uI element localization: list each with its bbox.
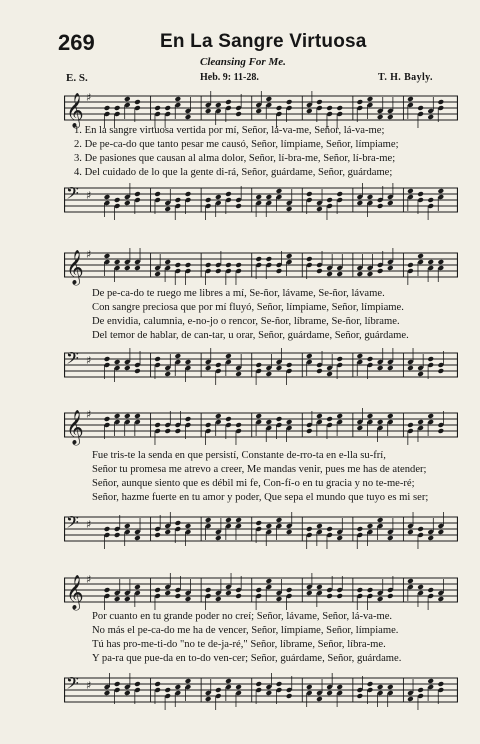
note-head [255, 362, 262, 368]
note-head [387, 265, 394, 271]
note-head [357, 693, 364, 699]
bass-clef-icon: 𝄢 [66, 348, 79, 372]
note-head [175, 684, 182, 690]
note-head [205, 587, 212, 593]
note-head [164, 371, 171, 377]
note-head [316, 99, 323, 105]
lyrics-block-3 [74, 449, 464, 505]
note-head [276, 105, 283, 111]
note-head [438, 99, 445, 105]
note-head [367, 96, 374, 102]
note-head [306, 108, 313, 114]
note-head [114, 532, 121, 538]
note-head [225, 262, 232, 268]
note-head [104, 253, 111, 259]
hymn-title: En La Sangre Virtuosa [160, 31, 367, 52]
note-head [215, 194, 222, 200]
note-head [336, 356, 343, 362]
note-head [326, 593, 333, 599]
note-head [215, 596, 222, 602]
verse-line: Con sangre preciosa que por mí fluyó, Señor, límpiame, Señor, límpiame. [92, 302, 404, 313]
note-head [438, 368, 445, 374]
note-head [377, 684, 384, 690]
note-head [124, 690, 131, 696]
note-head [175, 520, 182, 526]
note-head [367, 681, 374, 687]
note-head [104, 416, 111, 422]
note-head [407, 696, 414, 702]
sharp-icon: ♯ [86, 248, 92, 261]
note-head [427, 356, 434, 362]
note-head [114, 681, 121, 687]
note-head [407, 365, 414, 371]
verse-line: Y pa-ra que pue-da en to-do ven-cer; Señor, guárdame, Señor, guárdame. [92, 653, 402, 664]
verse-line: Señor, hazme fuerte en tu amor y poder, Que sepa el mundo que tuyo es mi ser; [92, 492, 429, 503]
note-head [114, 105, 121, 111]
note-head [427, 535, 434, 541]
note-head [387, 114, 394, 120]
note-head [175, 197, 182, 203]
note-head [336, 593, 343, 599]
note-head [367, 356, 374, 362]
verse-line: No más el pe-ca-do me ha de vencer, Señor, límpiame, Señor, límpiame. [92, 625, 399, 636]
verse-line: 2. De pe-ca-do que tanto pesar me causó, Señor, límpiame, Señor, límpiame; [74, 139, 399, 150]
treble-clef-icon: 𝄞 [66, 250, 84, 285]
note-head [164, 259, 171, 265]
treble-staff [64, 405, 458, 449]
lyrics-block-4 [74, 610, 464, 666]
note-head [326, 271, 333, 277]
note-head [104, 194, 111, 200]
note-head [286, 693, 293, 699]
note-head [154, 587, 161, 593]
note-head [235, 517, 242, 523]
note-head [215, 687, 222, 693]
note-head [185, 596, 192, 602]
note-head [114, 197, 121, 203]
note-head [124, 413, 131, 419]
note-head [164, 590, 171, 596]
note-head [235, 593, 242, 599]
note-head [427, 587, 434, 593]
note-head [235, 111, 242, 117]
note-head [255, 256, 262, 262]
bass-staff [64, 509, 458, 553]
note-head [124, 200, 131, 206]
note-head [266, 194, 273, 200]
verse-line: De envidia, calumnia, e-no-jo o rencor, Se-ñor, líbrame, Se-ñor, líbrame. [92, 316, 400, 327]
note-head [185, 359, 192, 365]
treble-staff [64, 245, 458, 289]
note-head [114, 413, 121, 419]
bass-clef-icon: 𝄢 [66, 512, 79, 536]
composer-name: T. H. Bayly. [378, 72, 433, 83]
note-head [205, 517, 212, 523]
note-head [367, 413, 374, 419]
note-head [205, 696, 212, 702]
note-head [255, 587, 262, 593]
note-head [326, 526, 333, 532]
note-head [175, 593, 182, 599]
note-head [215, 102, 222, 108]
note-head [276, 365, 283, 371]
note-head [286, 362, 293, 368]
bass-clef-icon: 𝄢 [66, 673, 79, 697]
note-head [205, 422, 212, 428]
note-head [185, 416, 192, 422]
note-head [336, 535, 343, 541]
verse-line: Del temor de hablar, de can-tar, u orar, Señor, guárdame, Señor, guárdame. [92, 330, 409, 341]
note-head [407, 422, 414, 428]
note-head [205, 262, 212, 268]
note-head [316, 268, 323, 274]
note-head [164, 687, 171, 693]
hymn-number: 269 [58, 30, 95, 55]
note-head [326, 371, 333, 377]
note-head [134, 368, 141, 374]
bass-staff [64, 180, 458, 224]
note-head [377, 596, 384, 602]
note-head [185, 678, 192, 684]
note-head [164, 428, 171, 434]
note-head [175, 428, 182, 434]
note-head [367, 271, 374, 277]
note-head [266, 578, 273, 584]
note-head [266, 419, 273, 425]
sharp-icon: ♯ [86, 518, 92, 531]
note-head [255, 520, 262, 526]
note-head [276, 188, 283, 194]
meter-label: E. S. [66, 72, 88, 84]
note-head [377, 203, 384, 209]
note-head [407, 262, 414, 268]
note-head [438, 428, 445, 434]
verse-line: 4. Del cuidado de lo que la gente di-rá, Señor, guárdame, Señor, guárdame; [74, 167, 393, 178]
note-head [134, 99, 141, 105]
sharp-icon: ♯ [86, 354, 92, 367]
note-head [316, 206, 323, 212]
scripture-reference: Heb. 9: 11-28. [200, 72, 259, 83]
note-head [235, 262, 242, 268]
note-head [205, 365, 212, 371]
note-head [164, 206, 171, 212]
verse-line: 1. En la sangre virtuosa vertida por mí, Señor, lá-va-me, Señor, lá-va-me; [74, 125, 385, 136]
note-head [134, 584, 141, 590]
note-head [104, 690, 111, 696]
note-head [276, 268, 283, 274]
note-head [114, 259, 121, 265]
note-head [336, 413, 343, 419]
note-head [427, 678, 434, 684]
note-head [336, 684, 343, 690]
note-head [185, 191, 192, 197]
note-head [306, 353, 313, 359]
treble-staff [64, 570, 458, 614]
note-head [235, 203, 242, 209]
note-head [357, 353, 364, 359]
note-head [286, 529, 293, 535]
note-head [205, 197, 212, 203]
note-head [316, 413, 323, 419]
sharp-icon: ♯ [86, 573, 92, 586]
note-head [154, 271, 161, 277]
note-head [387, 535, 394, 541]
note-head [225, 517, 232, 523]
note-head [104, 526, 111, 532]
note-head [286, 206, 293, 212]
note-head [316, 368, 323, 374]
note-head [357, 425, 364, 431]
note-head [387, 200, 394, 206]
note-head [286, 419, 293, 425]
note-head [185, 523, 192, 529]
verse-line: Señor, aunque siento que es débil mi fe, Con-fí-o en tu gracia y no te-me-ré; [92, 478, 415, 489]
note-head [235, 684, 242, 690]
note-head [185, 262, 192, 268]
note-head [276, 416, 283, 422]
note-head [154, 356, 161, 362]
note-head [164, 105, 171, 111]
verse-line: Por cuanto en tu grande poder no creí; Señor, lávame, Señor, lá-va-me. [92, 611, 393, 622]
lyrics-block-2 [74, 287, 464, 343]
note-head [255, 681, 262, 687]
note-head [377, 419, 384, 425]
note-head [266, 96, 273, 102]
note-head [306, 590, 313, 596]
sharp-icon: ♯ [86, 91, 92, 104]
note-head [114, 596, 121, 602]
note-head [286, 99, 293, 105]
treble-clef-icon: 𝄞 [66, 93, 84, 128]
note-head [215, 535, 222, 541]
note-head [417, 105, 424, 111]
note-head [134, 681, 141, 687]
verse-line: De pe-ca-do te ruego me libres a mí, Se-ñor, lávame, Se-ñor, lávame. [92, 288, 385, 299]
note-head [326, 690, 333, 696]
note-head [266, 256, 273, 262]
note-head [336, 191, 343, 197]
bass-staff [64, 345, 458, 389]
note-head [417, 584, 424, 590]
note-head [357, 200, 364, 206]
note-head [357, 526, 364, 532]
note-head [175, 262, 182, 268]
note-head [427, 259, 434, 265]
note-head [387, 413, 394, 419]
note-head [235, 422, 242, 428]
note-head [336, 105, 343, 111]
note-head [124, 365, 131, 371]
note-head [438, 596, 445, 602]
note-head [225, 353, 232, 359]
note-head [255, 194, 262, 200]
note-head [134, 413, 141, 419]
note-head [438, 529, 445, 535]
note-head [326, 105, 333, 111]
note-head [124, 523, 131, 529]
note-head [124, 265, 131, 271]
note-head [154, 191, 161, 197]
note-head [417, 371, 424, 377]
verse-line: Fue tris-te la senda en que persistí, Constante de-rro-ta en e-lla su-frí, [92, 450, 386, 461]
note-head [175, 353, 182, 359]
note-head [316, 696, 323, 702]
note-head [326, 416, 333, 422]
hymn-subtitle: Cleansing For Me. [200, 56, 286, 68]
note-head [286, 587, 293, 593]
sharp-icon: ♯ [86, 189, 92, 202]
note-head [175, 96, 182, 102]
note-head [377, 268, 384, 274]
sharp-icon: ♯ [86, 679, 92, 692]
note-head [154, 105, 161, 111]
note-head [316, 523, 323, 529]
note-head [104, 356, 111, 362]
note-head [154, 532, 161, 538]
verse-line: Tú has pro-me-ti-do "no te de-ja-ré," Señor, líbrame, Señor, líbra-me. [92, 639, 386, 650]
note-head [316, 584, 323, 590]
note-head [367, 194, 374, 200]
verse-line: Señor tu promesa me atrevo a creer, Me mandas venir, pues me has de atender; [92, 464, 427, 475]
note-head [377, 365, 384, 371]
bass-staff [64, 670, 458, 714]
note-head [225, 678, 232, 684]
note-head [266, 371, 273, 377]
note-head [276, 596, 283, 602]
note-head [215, 413, 222, 419]
note-head [225, 590, 232, 596]
note-head [134, 191, 141, 197]
note-head [306, 256, 313, 262]
note-head [306, 428, 313, 434]
note-head [417, 526, 424, 532]
note-head [377, 114, 384, 120]
note-head [438, 188, 445, 194]
verse-line: 3. De pasiones que causan al alma dolor, Señor, lí-bra-me, Señor, lí-bra-me; [74, 153, 396, 164]
note-head [134, 535, 141, 541]
note-head [387, 684, 394, 690]
note-head [124, 96, 131, 102]
note-head [427, 413, 434, 419]
note-head [164, 529, 171, 535]
note-head [255, 413, 262, 419]
note-head [387, 593, 394, 599]
note-head [154, 422, 161, 428]
note-head [215, 268, 222, 274]
note-head [357, 99, 364, 105]
note-head [367, 587, 374, 593]
note-head [266, 523, 273, 529]
note-head [225, 99, 232, 105]
sharp-icon: ♯ [86, 408, 92, 421]
note-head [387, 365, 394, 371]
note-head [407, 578, 414, 584]
note-head [205, 108, 212, 114]
note-head [407, 188, 414, 194]
note-head [154, 681, 161, 687]
note-head [114, 359, 121, 365]
note-head [417, 687, 424, 693]
note-head [438, 259, 445, 265]
note-head [286, 253, 293, 259]
lyrics-block-1 [74, 124, 464, 180]
treble-clef-icon: 𝄞 [66, 575, 84, 610]
note-head [276, 517, 283, 523]
note-head [417, 419, 424, 425]
treble-clef-icon: 𝄞 [66, 410, 84, 445]
note-head [266, 690, 273, 696]
note-head [367, 523, 374, 529]
note-head [377, 517, 384, 523]
note-head [215, 362, 222, 368]
note-head [225, 416, 232, 422]
note-head [306, 526, 313, 532]
note-head [427, 114, 434, 120]
note-head [134, 265, 141, 271]
note-head [407, 529, 414, 535]
bass-clef-icon: 𝄢 [66, 183, 79, 207]
note-head [357, 587, 364, 593]
note-head [326, 197, 333, 203]
note-head [336, 271, 343, 277]
note-head [417, 253, 424, 259]
note-head [276, 681, 283, 687]
note-head [306, 191, 313, 197]
note-head [104, 587, 111, 593]
note-head [427, 197, 434, 203]
note-head [104, 105, 111, 111]
note-head [235, 371, 242, 377]
note-head [438, 681, 445, 687]
note-head [255, 108, 262, 114]
note-head [417, 191, 424, 197]
note-head [306, 684, 313, 690]
note-head [185, 114, 192, 120]
note-head [357, 271, 364, 277]
note-head [407, 96, 414, 102]
note-head [124, 596, 131, 602]
note-head [225, 191, 232, 197]
